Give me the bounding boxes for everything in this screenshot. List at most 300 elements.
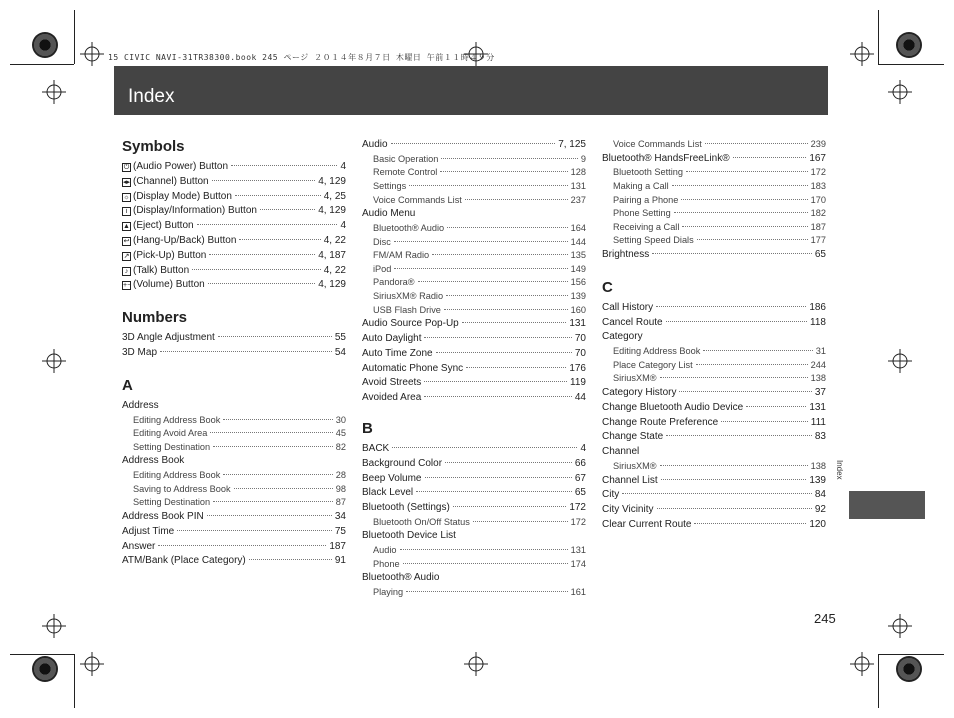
index-entry (122, 399, 346, 414)
entry-label: (Display Mode) Button (133, 190, 232, 202)
entry-pages: 4 (580, 442, 586, 454)
crosshair-target-icon (42, 614, 66, 638)
index-entry (362, 332, 586, 347)
entry-pages: 156 (570, 277, 586, 288)
entry-label: USB Flash Drive (373, 304, 441, 315)
entry-label: BACK (362, 442, 390, 454)
index-entry (362, 376, 586, 391)
index-entry (602, 518, 826, 533)
entry-label: Audio (373, 545, 397, 556)
index-entry (602, 316, 826, 331)
entry-label: (Hang-Up/Back) Button (133, 234, 237, 246)
entry-label: 3D Angle Adjustment (122, 332, 215, 344)
entry-pages: 82 (335, 441, 346, 452)
entry-label: Bluetooth® Audio (373, 222, 445, 233)
entry-pages: 139 (809, 474, 826, 486)
crosshair-target-icon (42, 349, 66, 373)
index-entry (362, 180, 586, 194)
index-entry (122, 540, 346, 555)
entry-pages: 84 (814, 489, 826, 501)
leader-dots (406, 591, 568, 592)
index-entry (122, 525, 346, 540)
entry-pages: 111 (810, 416, 826, 428)
entry-pages: 70 (574, 332, 586, 344)
entry-label: Bluetooth® Audio (362, 572, 440, 584)
section-head-b: B (362, 419, 373, 437)
entry-label: Setting Speed Dials (613, 235, 694, 246)
index-entry (362, 501, 586, 516)
index-entry (122, 454, 346, 469)
crosshair-target-icon (850, 652, 874, 676)
entry-label: Playing (373, 587, 404, 598)
index-entry (122, 414, 346, 428)
leader-dots (679, 391, 811, 392)
leader-dots (446, 295, 568, 296)
entry-label: Change State (602, 431, 664, 443)
leader-dots (209, 254, 315, 255)
index-entry (602, 503, 826, 518)
leader-dots (391, 143, 556, 144)
crop-line (878, 654, 879, 708)
a-continued-list (362, 138, 586, 406)
entry-pages: 177 (810, 235, 826, 246)
leader-dots (158, 545, 326, 546)
pick-up-icon: ↗ (123, 252, 130, 260)
index-entry (602, 234, 826, 248)
index-entry (602, 416, 826, 431)
entry-pages: 4, 129 (318, 279, 346, 291)
entry-label: Editing Address Book (613, 346, 701, 357)
entry-label: Address (122, 399, 159, 411)
index-entry (362, 442, 586, 457)
entry-pages: 4, 129 (318, 205, 346, 217)
index-entry (122, 249, 346, 264)
entry-label: (Channel) Button (133, 175, 209, 187)
entry-label: Phone Setting (613, 208, 671, 219)
leader-dots (660, 465, 808, 466)
index-entry (362, 166, 586, 180)
leader-dots (681, 199, 807, 200)
entry-pages: 4, 129 (318, 175, 346, 187)
index-entry (122, 204, 346, 219)
corner-rosette-top-left (32, 32, 58, 58)
index-entry (362, 194, 586, 208)
entry-pages: 98 (335, 483, 346, 494)
index-entry (122, 190, 346, 205)
entry-label: Bluetooth On/Off Status (373, 516, 470, 527)
entry-pages: 138 (810, 460, 826, 471)
index-entry (602, 386, 826, 401)
entry-pages: 45 (335, 428, 346, 439)
leader-dots (447, 227, 568, 228)
leader-dots (260, 209, 315, 210)
leader-dots (694, 523, 806, 524)
entry-pages: 131 (570, 545, 586, 556)
entry-label: City (602, 489, 620, 501)
entry-label: Audio (362, 139, 388, 150)
leader-dots (661, 479, 807, 480)
channel-arrows-icon: ◂▸ (123, 178, 131, 186)
entry-label: Receiving a Call (613, 221, 680, 232)
entry-label: (Audio Power) Button (133, 161, 229, 172)
entry-label: Change Route Preference (602, 416, 719, 428)
entry-label: (Display/Information) Button (133, 205, 257, 217)
leader-dots (409, 185, 567, 186)
index-entry (362, 222, 586, 236)
display-info-icon: i (122, 207, 131, 216)
entry-pages: 187 (329, 540, 346, 552)
index-entry (362, 391, 586, 406)
index-entry (602, 207, 826, 221)
index-entry (602, 401, 826, 416)
entry-label: Avoided Area (362, 392, 422, 404)
index-entry (122, 234, 346, 249)
entry-pages: 30 (335, 414, 346, 425)
leader-dots (746, 406, 806, 407)
section-head-a: A (122, 376, 133, 394)
entry-label: Pandora® (373, 277, 415, 288)
entry-pages: 119 (570, 377, 586, 389)
entry-pages: 172 (569, 502, 586, 514)
crosshair-target-icon (80, 42, 104, 66)
entry-label: (Pick-Up) Button (133, 249, 207, 261)
crosshair-target-icon (850, 42, 874, 66)
leader-dots (403, 563, 568, 564)
entry-label: Auto Daylight (362, 332, 422, 344)
index-entry (602, 152, 826, 167)
leader-dots (213, 501, 333, 502)
entry-pages: 120 (809, 518, 826, 530)
leader-dots (197, 224, 338, 225)
leader-dots (672, 185, 808, 186)
entry-label: ATM/Bank (Place Category) (122, 555, 246, 567)
entry-pages: 91 (334, 555, 346, 567)
entry-label: Automatic Phone Sync (362, 362, 464, 374)
entry-label: SiriusXM® Radio (373, 290, 444, 301)
leader-dots (234, 488, 333, 489)
entry-label: Cancel Route (602, 316, 663, 328)
entry-label: SiriusXM® (613, 460, 657, 471)
entry-label: Adjust Time (122, 525, 175, 537)
leader-dots (441, 158, 578, 159)
leader-dots (657, 508, 812, 509)
index-entry (122, 219, 346, 234)
index-entry (122, 427, 346, 441)
index-entry (362, 362, 586, 377)
leader-dots (192, 269, 321, 270)
index-entry (362, 290, 586, 304)
leader-dots (703, 350, 812, 351)
index-entry (362, 544, 586, 558)
leader-dots (674, 212, 808, 213)
index-entry (122, 554, 346, 569)
entry-label: 3D Map (122, 346, 158, 358)
entry-label: Channel (602, 446, 640, 458)
leader-dots (212, 180, 316, 181)
index-entry (122, 278, 346, 293)
index-entry (362, 558, 586, 572)
entry-pages: 131 (569, 318, 586, 330)
index-entry (362, 263, 586, 277)
talk-icon: ♪ (122, 267, 131, 276)
leader-dots (444, 309, 568, 310)
crop-line (878, 654, 944, 655)
entry-label: Beep Volume (362, 472, 422, 484)
index-entry (602, 345, 826, 359)
index-entry (362, 207, 586, 222)
corner-rosette-top-right (896, 32, 922, 58)
entry-label: FM/AM Radio (373, 250, 430, 261)
entry-pages: 4, 22 (323, 234, 346, 246)
entry-label: Bluetooth® HandsFreeLink® (602, 152, 730, 164)
leader-dots (239, 239, 320, 240)
crop-line (74, 654, 75, 708)
leader-dots (652, 253, 812, 254)
section-head-numbers: Numbers (122, 309, 188, 327)
numbers-list (122, 331, 346, 361)
a-list (122, 399, 346, 569)
index-column-1 (122, 138, 346, 569)
entry-label: Place Category List (613, 359, 693, 370)
index-entry (122, 483, 346, 497)
leader-dots (436, 352, 572, 353)
leader-dots (208, 283, 315, 284)
index-entry (602, 330, 826, 345)
leader-dots (223, 419, 332, 420)
entry-label: Remote Control (373, 167, 438, 178)
crosshair-target-icon (464, 652, 488, 676)
leader-dots (696, 364, 808, 365)
index-entry (602, 221, 826, 235)
crosshair-target-icon (888, 349, 912, 373)
index-entry (362, 138, 586, 153)
title-bar (114, 66, 828, 115)
index-entry (122, 469, 346, 483)
leader-dots (231, 165, 337, 166)
entry-label: Disc (373, 236, 391, 247)
index-entry (362, 529, 586, 544)
index-entry (602, 138, 826, 152)
leader-dots (418, 281, 568, 282)
leader-dots (473, 521, 568, 522)
leader-dots (392, 447, 577, 448)
index-entry (602, 166, 826, 180)
leader-dots (705, 143, 808, 144)
entry-label: Brightness (602, 248, 650, 260)
entry-pages: 37 (814, 386, 826, 398)
page-number: 245 (814, 611, 836, 626)
entry-label: Making a Call (613, 180, 669, 191)
index-entry (362, 486, 586, 501)
entry-pages: 182 (810, 208, 826, 219)
leader-dots (682, 226, 807, 227)
leader-dots (453, 506, 566, 507)
leader-dots (218, 336, 332, 337)
index-entry (602, 372, 826, 386)
entry-pages: 149 (570, 263, 586, 274)
entry-pages: 92 (814, 504, 826, 516)
crosshair-target-icon (888, 614, 912, 638)
entry-pages: 4, 25 (323, 190, 346, 202)
corner-rosette-bottom-left (32, 656, 58, 682)
leader-dots (424, 337, 571, 338)
symbols-list (122, 160, 346, 293)
entry-pages: 118 (810, 316, 826, 328)
index-entry (602, 301, 826, 316)
index-entry (602, 194, 826, 208)
leader-dots (400, 549, 568, 550)
index-column-2 (362, 138, 586, 600)
index-entry (362, 249, 586, 263)
section-head-symbols: Symbols (122, 138, 185, 155)
volume-icon: +− (123, 282, 132, 290)
leader-dots (733, 157, 807, 158)
entry-label: Category (602, 331, 643, 343)
side-tab (849, 491, 925, 519)
side-tab-label: Index (835, 460, 844, 480)
entry-label: (Eject) Button (133, 220, 194, 232)
entry-pages: 172 (570, 516, 586, 527)
entry-label: Setting Destination (133, 497, 211, 508)
leader-dots (697, 239, 808, 240)
entry-pages: 135 (570, 250, 586, 261)
leader-dots (666, 435, 812, 436)
page-title: Index (128, 86, 175, 107)
entry-pages: 4 (340, 161, 346, 172)
entry-pages: 167 (809, 152, 826, 164)
leader-dots (160, 351, 332, 352)
leader-dots (445, 462, 572, 463)
leader-dots (721, 421, 808, 422)
entry-pages: 160 (570, 304, 586, 315)
entry-label: Address Book (122, 455, 185, 467)
entry-pages: 172 (810, 167, 826, 178)
index-entry (602, 248, 826, 263)
entry-pages: 164 (570, 222, 586, 233)
entry-label: Voice Commands List (613, 139, 702, 149)
index-entry (362, 472, 586, 487)
entry-label: Voice Commands List (373, 194, 462, 205)
entry-pages: 139 (570, 290, 586, 301)
crop-line (10, 64, 74, 65)
leader-dots (686, 171, 808, 172)
entry-pages: 170 (810, 194, 826, 205)
entry-pages: 131 (809, 401, 826, 413)
entry-label: SiriusXM® (613, 373, 657, 384)
leader-dots (462, 322, 567, 323)
index-entry (122, 160, 346, 175)
entry-pages: 183 (810, 180, 826, 191)
display-mode-icon: ☼ (123, 193, 130, 201)
entry-pages: 4 (340, 220, 346, 232)
entry-label: Audio Menu (362, 208, 416, 220)
leader-dots (394, 241, 568, 242)
leader-dots (235, 195, 321, 196)
b-continued-list (602, 138, 826, 263)
entry-pages: 176 (569, 362, 586, 374)
entry-label: Basic Operation (373, 153, 439, 164)
index-entry (362, 457, 586, 472)
entry-pages: 131 (570, 180, 586, 191)
entry-label: Bluetooth (Settings) (362, 502, 450, 514)
entry-label: Category History (602, 386, 677, 398)
index-entry (362, 153, 586, 167)
entry-pages: 54 (334, 346, 346, 358)
entry-label: Black Level (362, 487, 414, 499)
index-entry (362, 571, 586, 586)
entry-pages: 75 (334, 525, 346, 537)
c-list (602, 301, 826, 533)
index-entry (602, 474, 826, 489)
index-entry (602, 359, 826, 373)
entry-label: (Talk) Button (133, 264, 190, 276)
b-list (362, 442, 586, 600)
crop-line (878, 10, 879, 64)
entry-label: Avoid Streets (362, 377, 422, 389)
leader-dots (210, 432, 332, 433)
entry-pages: 138 (810, 373, 826, 384)
entry-pages: 66 (574, 457, 586, 469)
entry-label: Editing Address Book (133, 414, 221, 425)
entry-pages: 128 (570, 167, 586, 178)
entry-label: Pairing a Phone (613, 194, 679, 205)
leader-dots (213, 446, 333, 447)
index-entry (602, 180, 826, 194)
entry-pages: 239 (810, 139, 826, 149)
entry-pages: 83 (814, 431, 826, 443)
entry-pages: 70 (574, 347, 586, 359)
index-entry (122, 496, 346, 510)
index-entry (602, 445, 826, 460)
entry-label: Editing Address Book (133, 470, 221, 481)
entry-label: Saving to Address Book (133, 483, 231, 494)
entry-pages: 34 (334, 510, 346, 522)
index-entry (122, 331, 346, 346)
leader-dots (666, 321, 807, 322)
entry-pages: 87 (335, 497, 346, 508)
leader-dots (425, 477, 572, 478)
entry-label: Address Book PIN (122, 510, 204, 522)
entry-pages: 237 (570, 194, 586, 205)
index-entry (602, 460, 826, 474)
index-entry (362, 347, 586, 362)
leader-dots (424, 381, 567, 382)
index-entry (362, 516, 586, 530)
entry-label: Call History (602, 301, 654, 313)
index-entry (362, 317, 586, 332)
entry-label: Auto Time Zone (362, 347, 433, 359)
leader-dots (622, 493, 812, 494)
leader-dots (440, 171, 567, 172)
power-icon: ⏻ (123, 164, 130, 171)
index-entry (362, 304, 586, 318)
leader-dots (416, 491, 572, 492)
entry-label: Clear Current Route (602, 518, 692, 530)
entry-pages: 7, 125 (558, 139, 586, 150)
crop-line (74, 10, 75, 64)
entry-label: Change Bluetooth Audio Device (602, 401, 744, 413)
entry-label: Editing Avoid Area (133, 428, 208, 439)
entry-pages: 28 (335, 470, 346, 481)
section-head-c: C (602, 278, 613, 296)
entry-label: iPod (373, 263, 392, 274)
entry-pages: 244 (810, 359, 826, 370)
crop-line (10, 654, 74, 655)
index-entry (122, 441, 346, 455)
leader-dots (432, 254, 567, 255)
index-entry (362, 236, 586, 250)
entry-pages: 144 (570, 236, 586, 247)
